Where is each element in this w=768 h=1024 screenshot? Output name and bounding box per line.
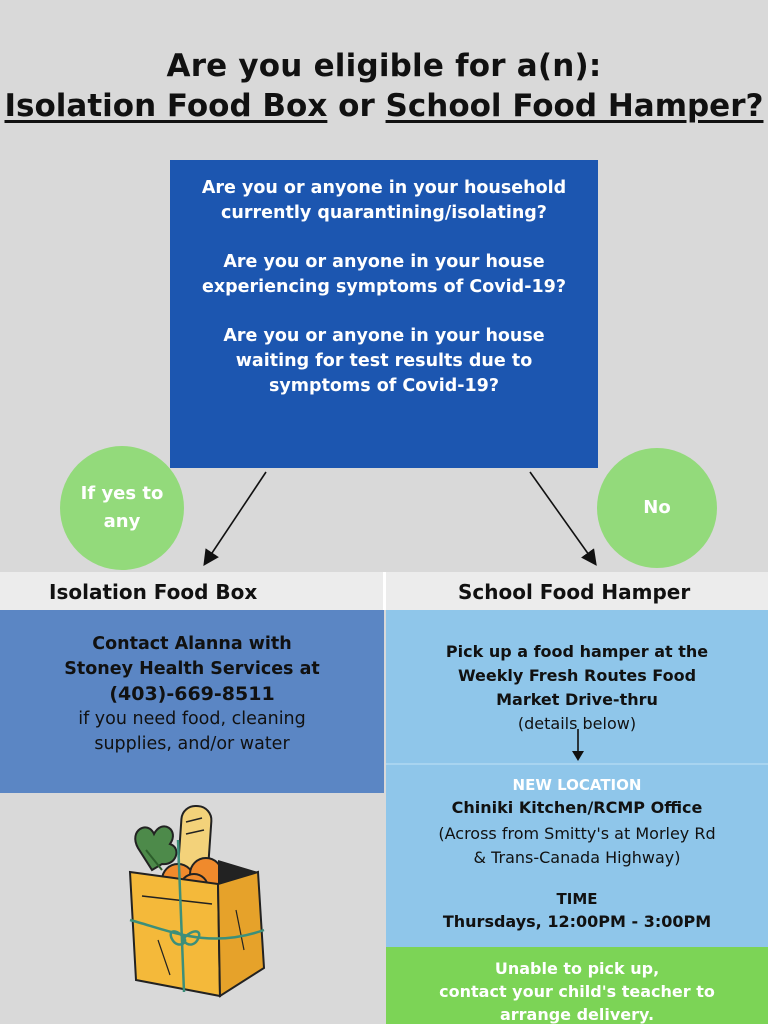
yes-branch-circle [60, 446, 184, 570]
hamper-section-divider [386, 763, 768, 765]
title-option-isolation: Isolation Food Box [4, 88, 328, 124]
isolation-need-line1: if you need food, cleaning [78, 709, 306, 729]
time-label: TIME [556, 890, 598, 908]
arrow-down-icon [570, 729, 586, 763]
new-location-label: NEW LOCATION [512, 776, 642, 794]
arrow-to-hamper [530, 472, 594, 562]
delivery-line2: contact your child's teacher to [439, 982, 715, 1001]
location-name: Chiniki Kitchen/RCMP Office [451, 798, 703, 817]
hamper-pickup-line1: Pick up a food hamper at the [445, 642, 709, 661]
location-detail [386, 822, 768, 870]
title-option-hamper: School Food Hamper? [385, 88, 764, 124]
grocery-bag-icon [118, 800, 268, 1000]
arrow-to-isolation [206, 472, 266, 562]
section-header-divider [383, 572, 386, 610]
no-branch-circle [597, 448, 717, 568]
page-subtitle [0, 88, 768, 124]
question-test-results: Are you or anyone in your house waiting for test results due to symptoms of Covid-19? [223, 326, 545, 396]
isolation-contact-line2: Stoney Health Services at [64, 659, 320, 679]
isolation-contact-line1: Contact Alanna with [92, 634, 292, 654]
delivery-info-box [386, 947, 768, 1024]
no-branch-label: No [643, 497, 671, 518]
time-value: Thursdays, 12:00PM - 3:00PM [442, 912, 712, 931]
isolation-section-header: Isolation Food Box [49, 580, 258, 604]
yes-branch-label: If yes to any [80, 483, 164, 532]
isolation-phone: (403)-669-8511 [109, 683, 275, 705]
location-detail-line2: & Trans-Canada Highway) [473, 848, 681, 867]
location-detail-line1: (Across from Smitty's at Morley Rd [438, 824, 716, 843]
delivery-line3: arrange delivery. [499, 1005, 655, 1024]
hamper-pickup-line3: Market Drive-thru [496, 690, 658, 709]
hamper-details-note: (details below) [517, 714, 637, 733]
title-connector: or [338, 88, 375, 124]
isolation-info-box [0, 610, 384, 793]
question-symptoms: Are you or anyone in your house experiencing symptoms of Covid-19? [202, 252, 566, 297]
hamper-section-header: School Food Hamper [458, 580, 691, 604]
eligibility-questions-box [170, 160, 598, 468]
question-isolating: Are you or anyone in your household currently quarantining/isolating? [201, 178, 567, 223]
page-title: Are you eligible for a(n): [166, 48, 602, 84]
hamper-pickup-line2: Weekly Fresh Routes Food [457, 666, 697, 685]
delivery-line1: Unable to pick up, [494, 959, 660, 978]
isolation-need-line2: supplies, and/or water [94, 734, 290, 754]
